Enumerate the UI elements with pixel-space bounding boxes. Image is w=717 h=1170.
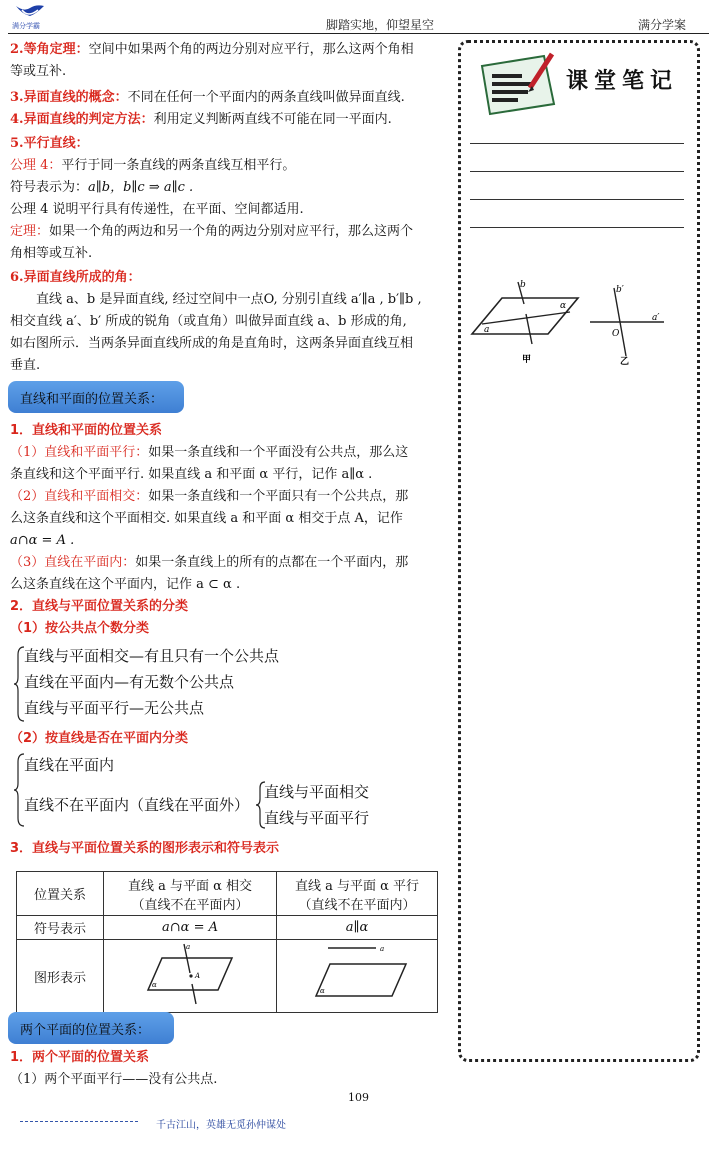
lp-class-1-title: （1）按公共点个数分类 [10,621,150,636]
list-item: 直线与平面平行—无公共点 [24,699,205,717]
table-header: 位置关系 [17,872,104,916]
lp-heading-3: 3．直线与平面位置关系的图形表示和符号表示 [10,841,280,856]
table-row-label: 符号表示 [17,916,104,940]
table-cell: a∩α = A [104,916,277,940]
logo [10,2,50,30]
lp-intersect-formula: a∩α = A . [10,533,75,548]
lp-heading-2: 2．直线与平面位置关系的分类 [10,599,189,614]
notebook-icon [474,48,562,118]
header-divider [8,33,709,34]
svg-text:甲: 甲 [522,355,532,365]
axiom-4-note: 公理 4 说明平行具有传递性，在平面、空间都适用. [10,202,304,217]
note-line [470,227,684,228]
svg-text:b: b [520,280,526,290]
parallel-figure [302,942,412,1006]
section-6-p4: 垂直. [10,358,41,373]
list-item: 直线在平面内—有无数个公共点 [24,673,235,691]
svg-text:a: a [186,943,191,951]
class-2-item-1: 直线在平面内 [24,756,115,774]
notes-panel [458,40,700,1062]
axiom-4: 公理 4：平行于同一条直线的两条直线互相平行。 [10,158,296,173]
svg-text:b′: b′ [616,285,624,295]
relation-table [16,871,438,1013]
section-6-p1: 直线 a、b 是异面直线, 经过空间中一点O, 分别引直线 a′∥a , b′∥b , [36,292,422,307]
list-item: 直线与平面平行 [264,809,370,827]
section-6-p2: 相交直线 a′、b′ 所成的锐角（或直角）叫做异面直线 a、b 形成的角, [10,314,407,329]
lp-intersect-cont: 么这条直线和这个平面相交. 如果直线 a 和平面 α 相交于点 A，记作 [10,511,403,526]
lp-class-2-title: （2）按直线是否在平面内分类 [10,731,189,746]
svg-text:a: a [380,945,385,953]
page-number: 109 [348,1091,369,1104]
note-line [470,143,684,144]
header-motto: 脚踏实地，仰望星空 [326,18,435,32]
section-3: 3.异面直线的概念：不同在任何一个平面内的两条直线叫做异面直线. [10,90,405,105]
section-2: 2.等角定理：空间中如果两个角的两边分别对应平行，那么这两个角相 [10,42,414,57]
svg-text:乙: 乙 [620,357,630,367]
svg-text:α: α [152,981,157,989]
intersect-figure [140,942,240,1006]
table-cell-figure [277,940,438,1013]
svg-text:a′: a′ [652,313,660,323]
svg-text:α: α [320,987,325,995]
section-2-cont: 等或互补. [10,64,67,79]
section-4: 4.异面直线的判定方法：利用定义判断两直线不可能在同一平面内. [10,112,392,127]
table-header: 直线 a 与平面 α 平行 （直线不在平面内） [277,872,438,916]
section-pill-plane-plane: 两个平面的位置关系： [8,1012,174,1044]
table-cell: a∥α [277,916,438,940]
note-line [470,171,684,172]
list-item: 直线与平面相交—有且只有一个公共点 [24,647,280,665]
table-cell-figure [104,940,277,1013]
lp-in-plane-cont: 么这条直线在这个平面内，记作 a ⊂ α . [10,577,241,592]
table-row-label: 图形表示 [17,940,104,1013]
lp-in-plane: （3）直线在平面内：如果一条直线上的所有的点都在一个平面内，那 [10,555,409,570]
header-brand: 满分学案 [638,18,687,32]
section-6-p3: 如右图所示．当两条异面直线所成的角是直角时，这两条异面直线互相 [10,336,414,351]
section-pill-line-plane: 直线和平面的位置关系： [8,381,184,413]
svg-text:a: a [484,325,490,335]
lp-heading-1: 1．直线和平面的位置关系 [10,423,163,438]
section-6-title: 6.异面直线所成的角： [10,270,141,285]
lp-intersect: （2）直线和平面相交：如果一条直线和一个平面只有一个公共点，那 [10,489,409,504]
pp-parallel: （1）两个平面平行——没有公共点. [10,1072,218,1087]
class-1-list [24,643,279,721]
theorem-cont: 角相等或互补. [10,246,93,261]
svg-text:O: O [612,329,620,339]
lp-parallel: （1）直线和平面平行：如果一条直线和一个平面没有公共点，那么这 [10,445,409,460]
svg-text:α: α [560,301,567,311]
table-header: 直线 a 与平面 α 相交 （直线不在平面内） [104,872,277,916]
skew-lines-figure [466,278,586,370]
footer-slogan: 千古江山，英雄无觅孙仲谋处 [156,1120,286,1131]
theorem: 定理：如果一个角的两边和另一个角的两边分别对应平行，那么这两个 [10,224,414,239]
footer-divider [20,1121,138,1122]
class-2-item-2: 直线不在平面内（直线在平面外） [24,796,250,814]
lp-parallel-cont: 条直线和这个平面平行. 如果直线 a 和平面 α 平行，记作 a∥α . [10,467,373,482]
class-2-sub [264,779,369,831]
angle-figure [588,280,672,368]
pp-heading-1: 1．两个平面的位置关系 [10,1050,150,1065]
note-line [470,199,684,200]
section-5-title: 5.平行直线： [10,136,89,151]
svg-text:A: A [195,972,201,980]
notes-title: 课堂笔记 [566,68,679,94]
symbol-line: 符号表示为：a∥b，b∥c ⇒ a∥c . [10,180,194,195]
list-item: 直线与平面相交 [264,783,370,801]
logo-text: 满分学霸 [12,22,40,30]
